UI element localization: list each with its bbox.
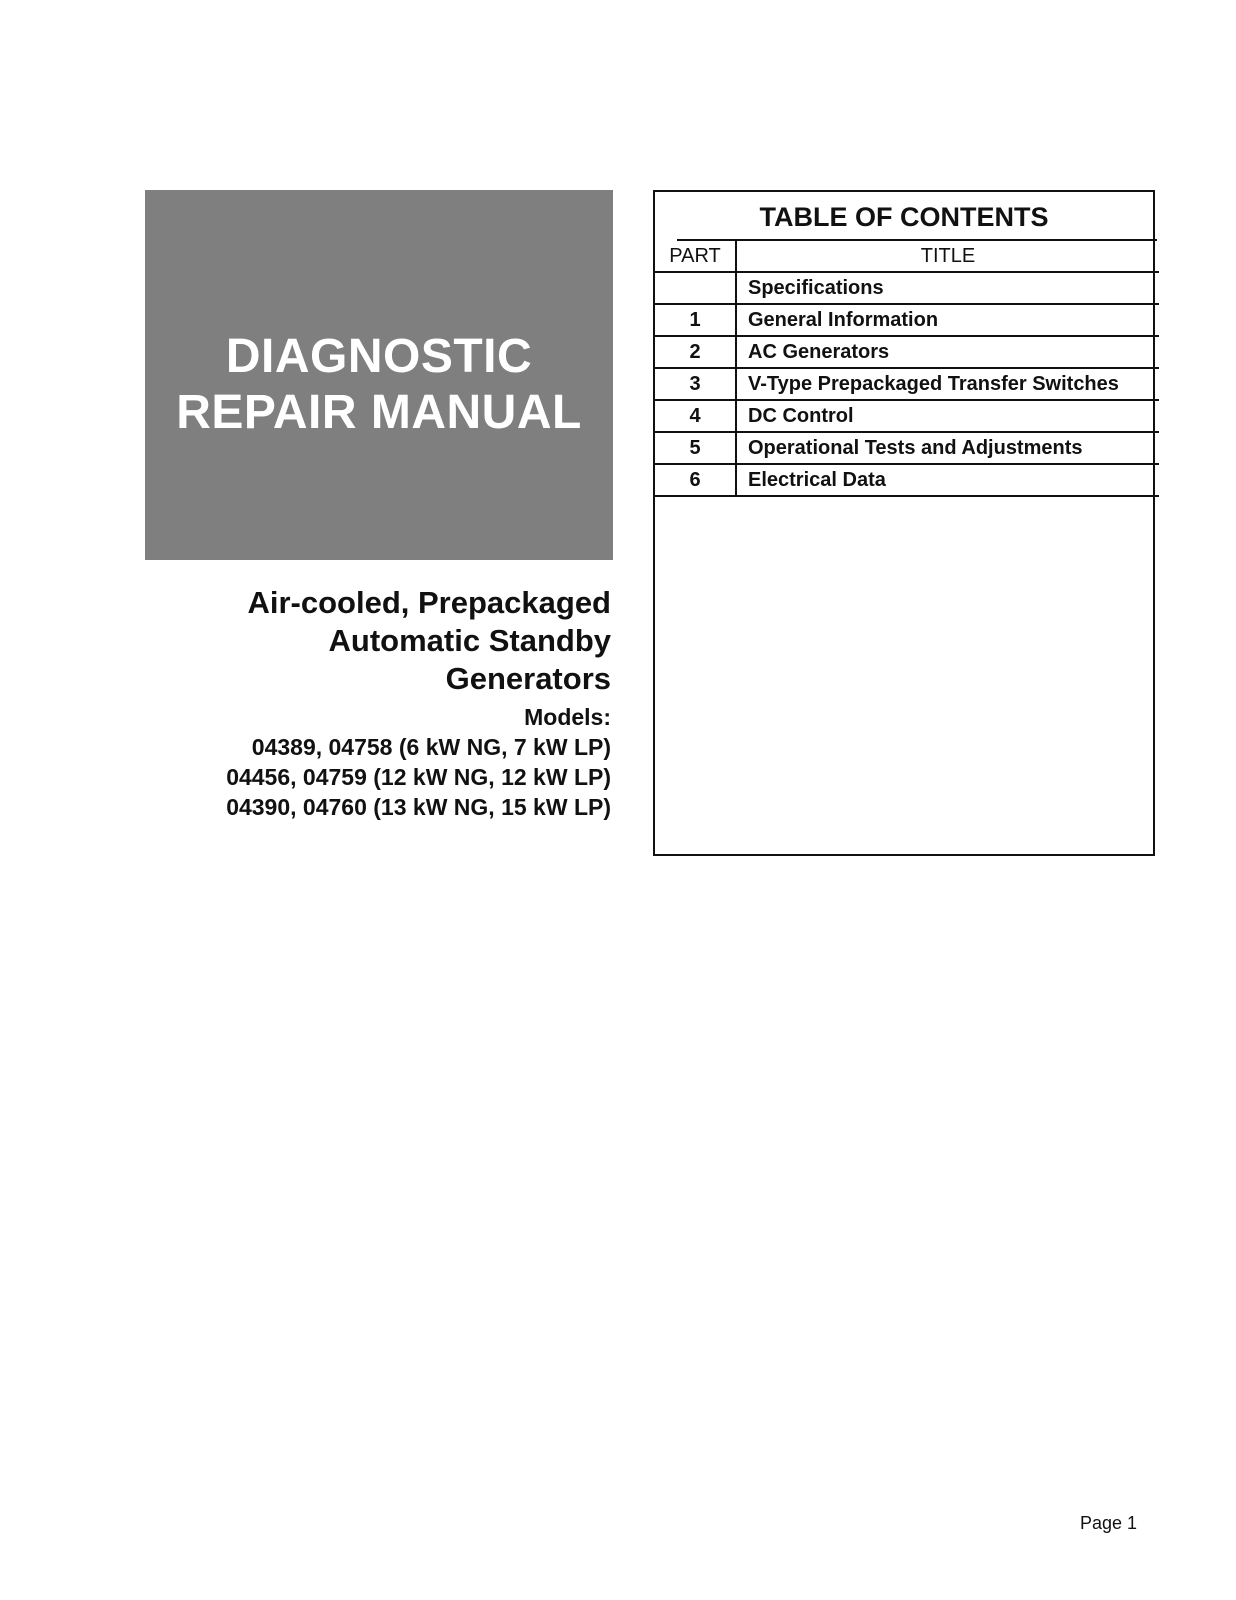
toc-row-title[interactable]: General Information xyxy=(736,304,1159,336)
product-subtitle xyxy=(145,584,611,822)
toc-row[interactable] xyxy=(655,432,1159,464)
table-of-contents xyxy=(653,190,1155,856)
toc-row-part: 1 xyxy=(655,304,736,336)
manual-title-line1: DIAGNOSTIC xyxy=(225,330,533,383)
toc-row[interactable] xyxy=(655,304,1159,336)
model-line: 04389, 04758 (6 kW NG, 7 kW LP) xyxy=(251,734,611,760)
model-line: 04390, 04760 (13 kW NG, 15 kW LP) xyxy=(226,794,611,820)
subtitle-line1: Air-cooled, Prepackaged xyxy=(247,585,611,620)
toc-row-title[interactable]: AC Generators xyxy=(736,336,1159,368)
toc-row[interactable] xyxy=(655,464,1159,496)
manual-title-line2: REPAIR MANUAL xyxy=(176,386,582,439)
manual-title xyxy=(176,329,582,441)
toc-header-row xyxy=(655,241,1159,272)
toc-row-part: 3 xyxy=(655,368,736,400)
toc-row-title[interactable]: Specifications xyxy=(736,272,1159,304)
page-number: Page 1 xyxy=(1080,1513,1138,1533)
model-line: 04456, 04759 (12 kW NG, 12 kW LP) xyxy=(226,764,611,790)
toc-row-title[interactable]: Operational Tests and Adjustments xyxy=(736,432,1159,464)
subtitle-line2: Automatic Standby xyxy=(328,623,611,658)
toc-row[interactable] xyxy=(655,272,1159,304)
toc-table xyxy=(655,241,1159,497)
toc-row-part: 5 xyxy=(655,432,736,464)
subtitle-line3: Generators xyxy=(445,661,611,696)
models-label: Models: xyxy=(524,704,611,730)
toc-row-title[interactable]: Electrical Data xyxy=(736,464,1159,496)
toc-col-title-header: TITLE xyxy=(736,241,1159,272)
toc-row-title[interactable]: V-Type Prepackaged Transfer Switches xyxy=(736,368,1159,400)
toc-row-part: 4 xyxy=(655,400,736,432)
toc-row[interactable] xyxy=(655,400,1159,432)
toc-row-part: 2 xyxy=(655,336,736,368)
toc-row-title[interactable]: DC Control xyxy=(736,400,1159,432)
toc-row[interactable] xyxy=(655,368,1159,400)
cover-title-block xyxy=(145,190,613,560)
toc-row-part xyxy=(655,272,736,304)
toc-heading: TABLE OF CONTENTS xyxy=(759,202,1049,232)
toc-row[interactable] xyxy=(655,336,1159,368)
toc-col-part-header: PART xyxy=(655,241,736,272)
toc-row-part: 6 xyxy=(655,464,736,496)
